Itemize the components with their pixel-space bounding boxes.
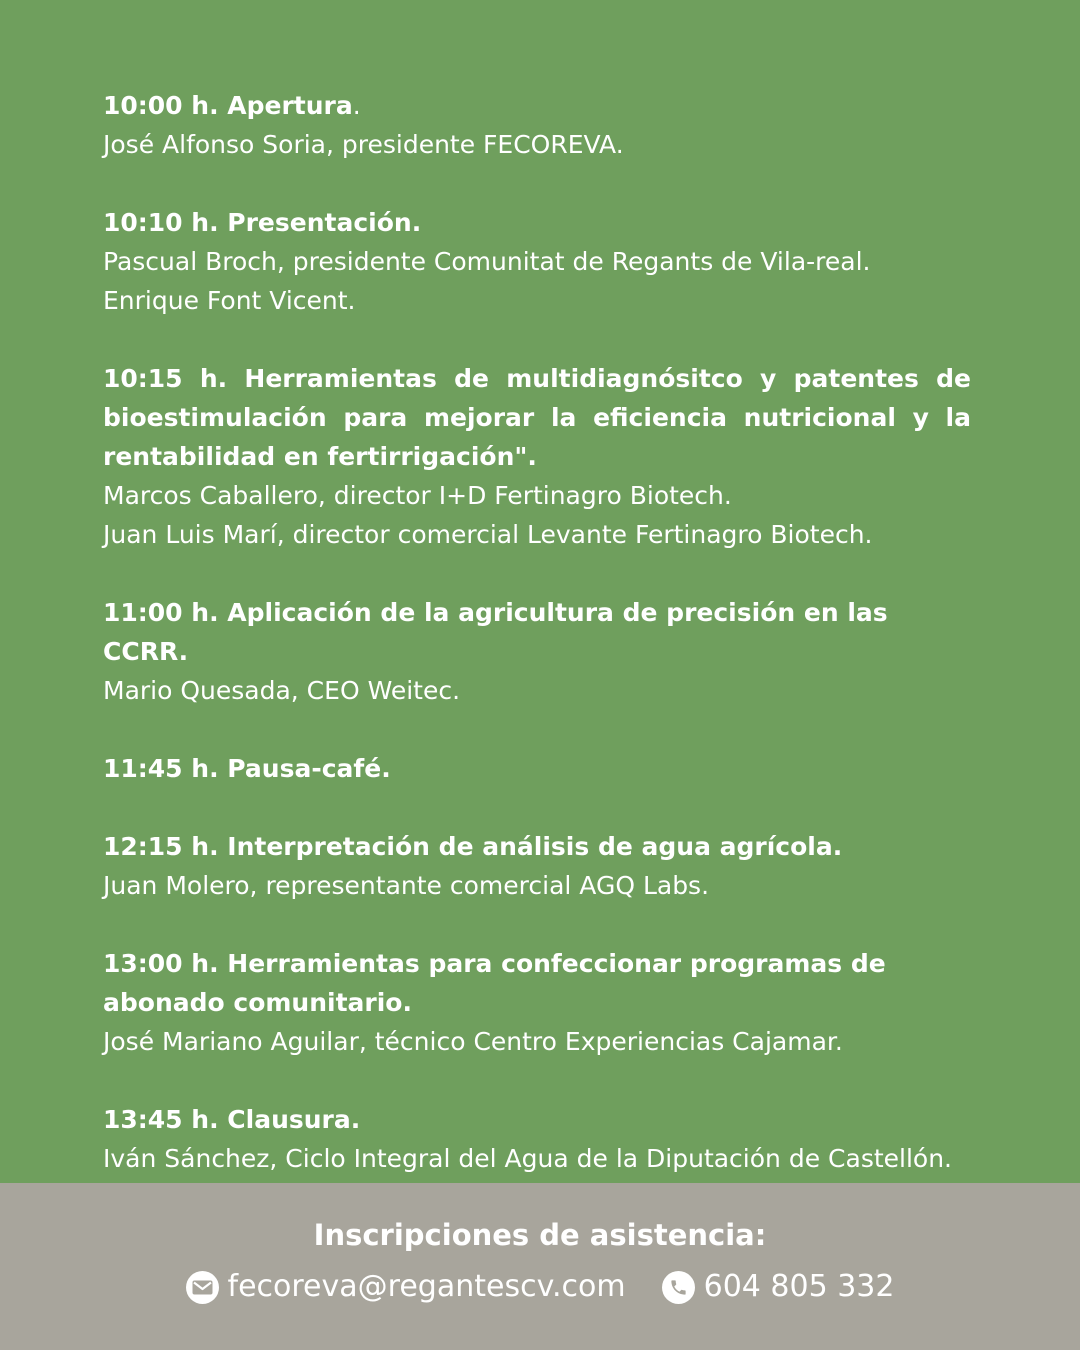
agenda-item-herramientas-multidiagnostico: [103, 359, 971, 554]
agenda-item-programas-abonado: [103, 944, 971, 1061]
agenda-item-speaker: Iván Sánchez, Ciclo Integral del Agua de la Diputación de Castellón.: [103, 1144, 952, 1173]
contact-row: [0, 1267, 1080, 1307]
agenda-item-presentacion: [103, 203, 971, 320]
agenda-item-title-line2: abonado comunitario.: [103, 988, 412, 1017]
agenda-item-title: 13:45 h. Clausura.: [103, 1105, 361, 1134]
phone-contact[interactable]: [662, 1267, 895, 1307]
phone-number[interactable]: 604 805 332: [703, 1269, 895, 1304]
registration-footer: [0, 1183, 1080, 1350]
agenda-item-speaker: José Alfonso Soria, presidente FECOREVA.: [103, 130, 624, 159]
agenda-item-speaker: José Mariano Aguilar, técnico Centro Experiencias Cajamar.: [103, 1027, 843, 1056]
email-contact[interactable]: [186, 1267, 626, 1307]
agenda-item-title: 10:10 h. Presentación.: [103, 208, 422, 237]
agenda-item-title: 11:45 h. Pausa-café.: [103, 754, 391, 783]
agenda-item-speaker: Mario Quesada, CEO Weitec.: [103, 676, 461, 705]
email-link[interactable]: fecoreva@regantescv.com: [227, 1269, 626, 1304]
registration-title: Inscripciones de asistencia:: [313, 1218, 767, 1252]
agenda-item-analisis-agua: [103, 827, 971, 905]
phone-icon: [662, 1271, 695, 1304]
agenda-item-title: 10:00 h. Apertura.: [103, 91, 361, 120]
agenda-item-title: 11:00 h. Aplicación de la agricultura de precisión en las CCRR.: [103, 598, 888, 666]
agenda-item-agricultura-precision: [103, 593, 971, 710]
agenda-item-pausa-cafe: [103, 749, 971, 788]
agenda-item-title: 13:00 h. Herramientas para confeccionar programas de: [103, 949, 886, 978]
agenda-item-speaker: Juan Molero, representante comercial AGQ Labs.: [103, 871, 710, 900]
agenda-item-apertura: [103, 86, 971, 164]
agenda-list: [103, 86, 971, 1217]
agenda-item-speaker: Juan Luis Marí, director comercial Levante Fertinagro Biotech.: [103, 520, 873, 549]
envelope-icon: [186, 1271, 219, 1304]
agenda-item-speaker: Enrique Font Vicent.: [103, 286, 356, 315]
agenda-item-title: 12:15 h. Interpretación de análisis de agua agrícola.: [103, 832, 843, 861]
agenda-item-speaker: Pascual Broch, presidente Comunitat de Regants de Vila-real.: [103, 247, 871, 276]
agenda-item-speaker: Marcos Caballero, director I+D Fertinagro Biotech.: [103, 481, 732, 510]
agenda-item-title: 10:15 h. Herramientas de multidiagnósitco y patentes de bioestimulación para mejorar la eficiencia nutricional y la rentabilidad en fertirrigación".: [103, 364, 971, 471]
agenda-item-clausura: [103, 1100, 971, 1178]
